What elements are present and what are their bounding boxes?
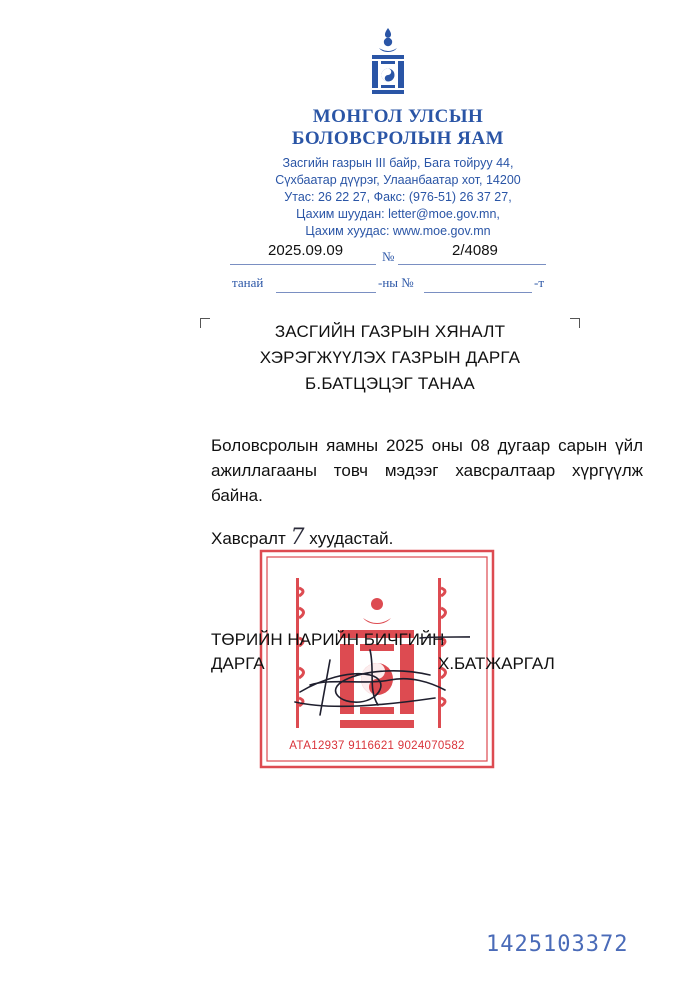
number-sign: № (382, 249, 395, 264)
address-line: Сүхбаатар дүүрэг, Улаанбаатар хот, 14200 (275, 173, 521, 187)
date-underline (230, 264, 376, 265)
attachment-line (211, 525, 393, 550)
attachment-prefix: Хавсралт (211, 529, 286, 548)
soyombo-emblem-icon (366, 28, 410, 96)
reference-middle: -ны № (378, 275, 414, 290)
letter-date: 2025.09.09 (268, 242, 344, 259)
attachment-suffix: хуудастай. (309, 529, 394, 548)
document-number: 2/4089 (452, 242, 498, 259)
org-name-line1: МОНГОЛ УЛСЫН (312, 106, 484, 127)
signatory-name: Х.БАТЖАРГАЛ (438, 654, 555, 673)
reference-suffix: -т (534, 275, 545, 290)
signatory-title-line2: ДАРГА (211, 654, 265, 673)
body-paragraph: Боловсролын яамны 2025 оны 08 дугаар сарын үйл ажиллагааны товч мэдээг хавсралтаар хүргүүлж байна. (211, 436, 643, 505)
address-line: Засгийн газрын III байр, Бага тойруу 44, (282, 156, 514, 170)
recipient-line: ХЭРЭГЖҮҮЛЭХ ГАЗРЫН ДАРГА (259, 348, 521, 367)
reference-date-blank (276, 292, 376, 293)
handwritten-signature (270, 630, 470, 725)
signatory-title-line1: ТӨРИЙН НАРИЙН БИЧГИЙН (211, 630, 445, 649)
stamp-code: АТА12937 9116621 9024070582 (289, 740, 465, 752)
recipient-name: Б.БАТЦЭЦЭГ ТАНАА (305, 374, 475, 393)
attachment-count: 7 (290, 525, 305, 550)
registration-number: 1425103372 (486, 932, 629, 957)
number-underline (398, 264, 546, 265)
website-line: Цахим хуудас: www.moe.gov.mn (305, 224, 491, 238)
phone-line: Утас: 26 22 27, Факс: (976-51) 26 37 27, (284, 190, 512, 204)
recipient-line: ЗАСГИЙН ГАЗРЫН ХЯНАЛТ (274, 322, 506, 341)
org-name-line2: БОЛОВСРОЛЫН ЯАМ (291, 128, 505, 149)
reference-prefix: танай (232, 275, 264, 290)
reference-number-blank (424, 292, 532, 293)
email-line: Цахим шуудан: letter@moe.gov.mn, (296, 207, 500, 221)
